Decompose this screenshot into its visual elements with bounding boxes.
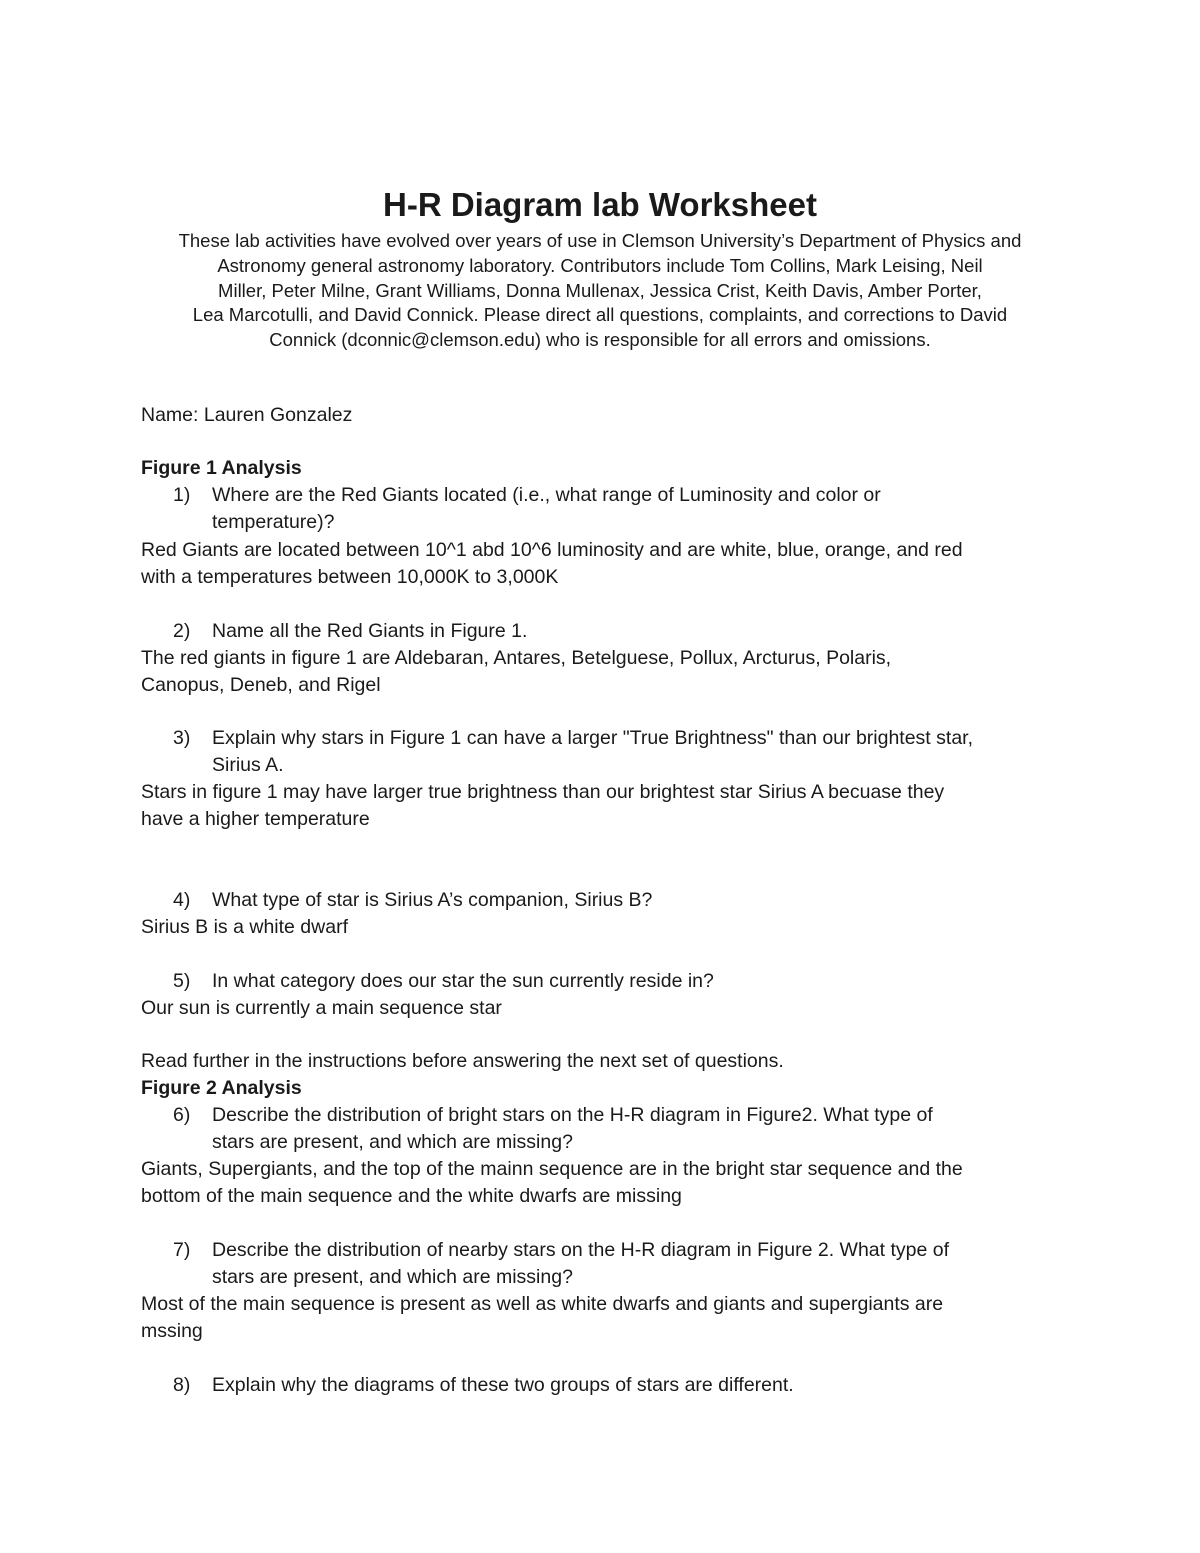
question-text: In what category does our star the sun currently reside in? [212, 970, 714, 992]
intro-paragraph [0, 229, 1200, 353]
answer-text: Red Giants are located between 10^1 abd 10^6 luminosity and are white, blue, orange, and red [141, 539, 963, 561]
answer-text: Most of the main sequence is present as well as white dwarfs and giants and supergiants are [141, 1293, 944, 1315]
intro-line: Lea Marcotulli, and David Connick. Please direct all questions, complaints, and corrections to David [192, 304, 1008, 326]
question-number: 7) [173, 1239, 191, 1261]
figure-1-heading: Figure 1 Analysis [141, 457, 302, 479]
instructions-note: Read further in the instructions before answering the next set of questions. [141, 1050, 784, 1072]
question-text: stars are present, and which are missing? [212, 1266, 573, 1288]
answer-text: Giants, Supergiants, and the top of the mainn sequence are in the bright star sequence and the [141, 1158, 963, 1180]
question-number: 3) [173, 727, 191, 749]
question-number: 6) [173, 1104, 191, 1126]
intro-line: Connick (dconnic@clemson.edu) who is responsible for all errors and omissions. [269, 329, 931, 351]
answer-text: bottom of the main sequence and the white dwarfs are missing [141, 1185, 682, 1207]
question-text: Describe the distribution of bright stars on the H-R diagram in Figure2. What type of [212, 1104, 933, 1126]
question-number: 4) [173, 889, 191, 911]
question-number: 8) [173, 1374, 191, 1396]
intro-line: These lab activities have evolved over years of use in Clemson University’s Department of Physics and [178, 230, 1022, 251]
answer-text: with a temperatures between 10,000K to 3,000K [141, 566, 559, 588]
page-title: H-R Diagram lab Worksheet [383, 186, 817, 223]
intro-line: Astronomy general astronomy laboratory. Contributors include Tom Collins, Mark Leising, Neil [217, 254, 983, 276]
question-text: Explain why the diagrams of these two groups of stars are different. [212, 1374, 794, 1396]
question-text: stars are present, and which are missing? [212, 1131, 573, 1153]
question-text: Name all the Red Giants in Figure 1. [212, 620, 528, 642]
question-number: 1) [173, 484, 191, 506]
answer-text: have a higher temperature [141, 808, 370, 830]
question-text: Describe the distribution of nearby stars on the H-R diagram in Figure 2. What type of [212, 1239, 950, 1261]
answer-text: Our sun is currently a main sequence star [141, 997, 502, 1019]
figure-2-heading: Figure 2 Analysis [141, 1077, 302, 1099]
answer-text: Sirius B is a white dwarf [141, 916, 348, 938]
answer-text: mssing [141, 1320, 203, 1342]
answer-text: Canopus, Deneb, and Rigel [141, 674, 381, 696]
question-text: What type of star is Sirius A’s companion, Sirius B? [212, 889, 653, 911]
question-text: Sirius A. [212, 754, 284, 776]
question-text: Explain why stars in Figure 1 can have a larger "True Brightness" than our brightest star, [212, 727, 973, 749]
intro-line: Miller, Peter Milne, Grant Williams, Donna Mullenax, Jessica Crist, Keith Davis, Amber Porter, [218, 279, 982, 301]
question-number: 5) [173, 970, 191, 992]
question-number: 2) [173, 620, 191, 642]
answer-text: Stars in figure 1 may have larger true brightness than our brightest star Sirius A becuase they [141, 781, 945, 803]
answer-text: The red giants in figure 1 are Aldebaran, Antares, Betelguese, Pollux, Arcturus, Polaris, [141, 647, 892, 669]
question-text: Where are the Red Giants located (i.e., what range of Luminosity and color or [212, 484, 881, 506]
student-name: Name: Lauren Gonzalez [141, 404, 353, 426]
question-text: temperature)? [212, 511, 335, 533]
